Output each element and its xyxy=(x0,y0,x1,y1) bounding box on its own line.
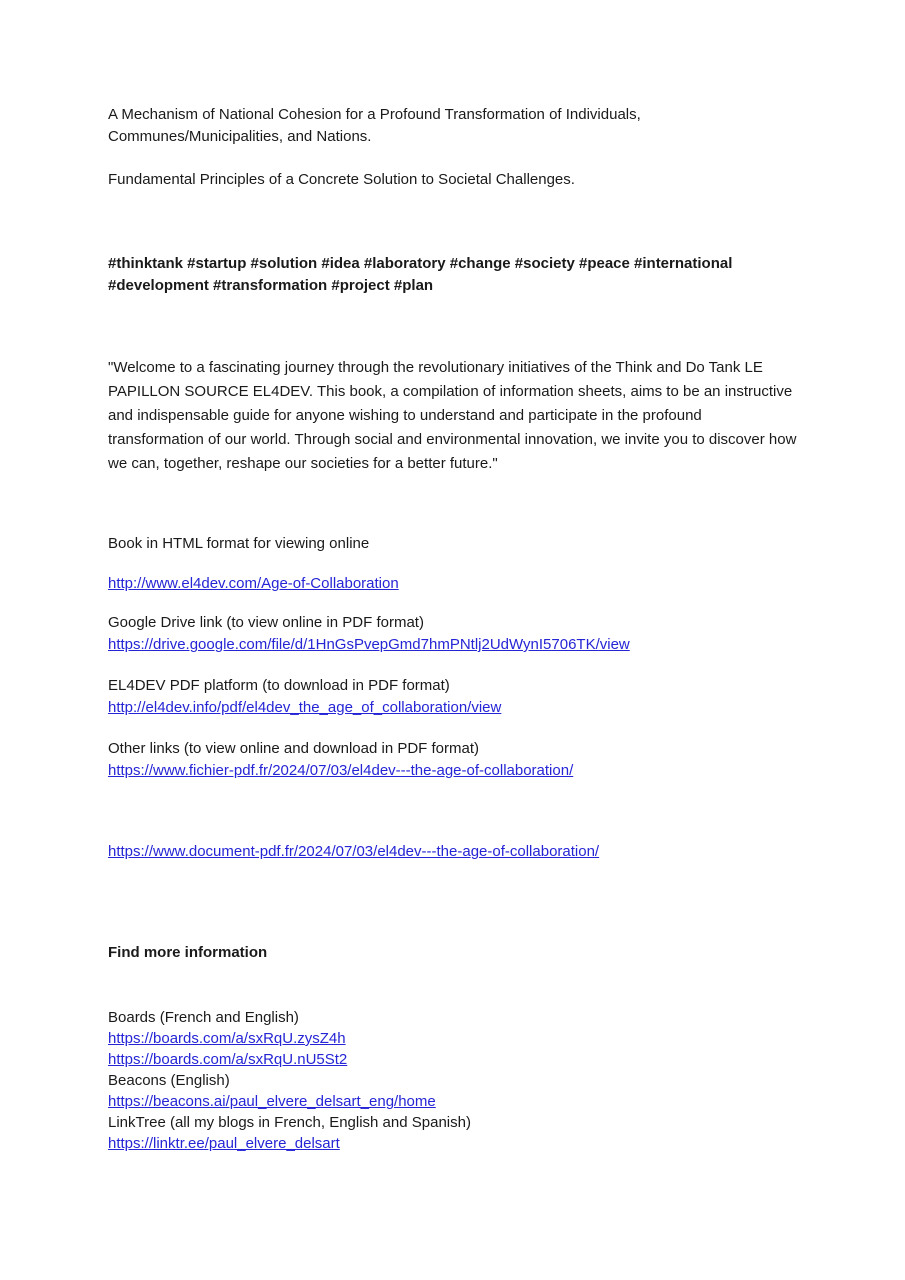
boards-label: Boards (French and English) xyxy=(108,1009,299,1026)
boards-link-1[interactable]: https://boards.com/a/sxRqU.zysZ4h xyxy=(108,1030,346,1047)
document-content xyxy=(108,0,828,1154)
quote-line-3: and indispensable guide for anyone wishing to understand and participate in the profound xyxy=(108,407,702,424)
other-links-label: Other links (to view online and download in PDF format) xyxy=(108,740,480,757)
el4dev-pdf-link[interactable]: http://el4dev.info/pdf/el4dev_the_age_of_collaboration/view xyxy=(108,699,502,716)
gdrive-link[interactable]: https://drive.google.com/file/d/1HnGsPvepGmd7hmPNtlj2UdWynI5706TK/view xyxy=(108,636,630,653)
gdrive-label: Google Drive link (to view online in PDF format) xyxy=(108,614,424,631)
el4dev-pdf-group xyxy=(108,675,828,719)
el4dev-pdf-label: EL4DEV PDF platform (to download in PDF format) xyxy=(108,677,450,694)
other-links-group xyxy=(108,738,828,782)
hashtags-line-2: #development #transformation #project #plan xyxy=(108,277,434,294)
hashtags-paragraph xyxy=(108,253,828,297)
document-pdf-link[interactable]: https://www.document-pdf.fr/2024/07/03/el4dev---the-age-of-collaboration/ xyxy=(108,843,600,860)
intro-paragraph xyxy=(108,104,828,148)
linktree-label: LinkTree (all my blogs in French, English and Spanish) xyxy=(108,1114,471,1131)
quote-line-4: transformation of our world. Through social and environmental innovation, we invite you to discover how xyxy=(108,431,797,448)
quote-paragraph xyxy=(108,356,828,476)
find-more-heading: Find more information xyxy=(108,944,268,961)
intro-line-2: Communes/Municipalities, and Nations. xyxy=(108,128,372,145)
boards-link-2[interactable]: https://boards.com/a/sxRqU.nU5St2 xyxy=(108,1051,348,1068)
quote-line-2: PAPILLON SOURCE EL4DEV. This book, a compilation of information sheets, aims to be an instructive xyxy=(108,383,793,400)
linktree-link[interactable]: https://linktr.ee/paul_elvere_delsart xyxy=(108,1135,340,1152)
quote-line-1: "Welcome to a fascinating journey through the revolutionary initiatives of the Think and Do Tank LE xyxy=(108,359,763,376)
quote-line-5: we can, together, reshape our societies for a better future." xyxy=(108,455,498,472)
subtitle-paragraph: Fundamental Principles of a Concrete Solution to Societal Challenges. xyxy=(108,171,575,188)
beacons-label: Beacons (English) xyxy=(108,1072,230,1089)
hashtags-line-1: #thinktank #startup #solution #idea #laboratory #change #society #peace #international xyxy=(108,255,733,272)
html-format-label: Book in HTML format for viewing online xyxy=(108,535,370,552)
html-format-link[interactable]: http://www.el4dev.com/Age-of-Collaboration xyxy=(108,575,399,592)
beacons-link[interactable]: https://beacons.ai/paul_elvere_delsart_eng/home xyxy=(108,1093,436,1110)
intro-line-1: A Mechanism of National Cohesion for a Profound Transformation of Individuals, xyxy=(108,106,641,123)
fichier-pdf-link[interactable]: https://www.fichier-pdf.fr/2024/07/03/el4dev---the-age-of-collaboration/ xyxy=(108,762,574,779)
gdrive-group xyxy=(108,612,828,656)
more-info-list xyxy=(108,1007,828,1154)
